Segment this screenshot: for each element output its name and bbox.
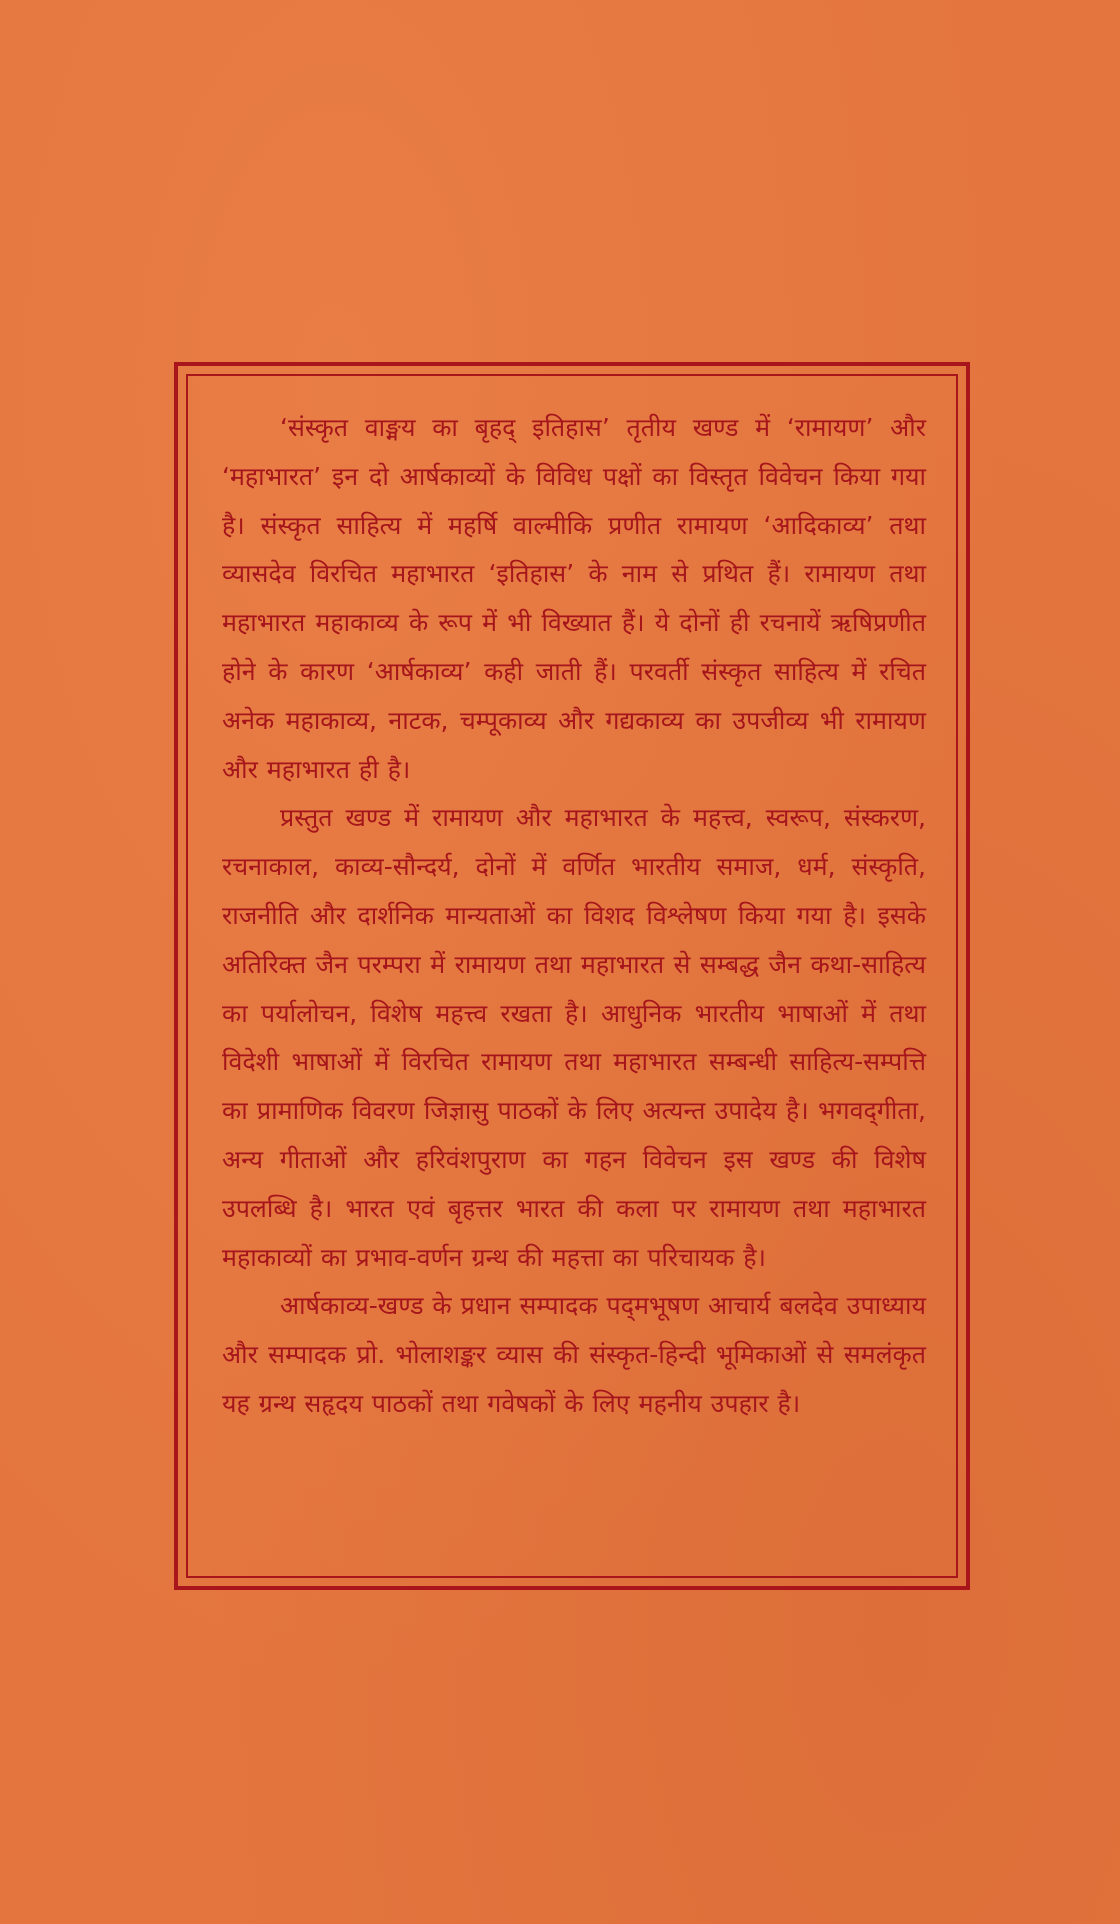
blurb-frame-outer	[174, 362, 970, 1590]
blurb-paragraph-3: आर्षकाव्य-खण्ड के प्रधान सम्पादक पद्‌मभूषण आचार्य बलदेव उपाध्याय और सम्पादक प्रो. भोलाशङ्कर व्यास की संस्कृत-हिन्दी भूमिकाओं से समलंकृत यह ग्रन्थ सहृदय पाठकों तथा गवेषकों के लिए महनीय उपहार है।	[222, 1291, 926, 1418]
blurb-paragraph-1: ‘संस्कृत वाङ्मय का बृहद् इतिहास’ तृतीय खण्ड में ‘रामायण’ और ‘महाभारत’ इन दो आर्षकाव्यों के विविध पक्षों का विस्तृत विवेचन किया गया है। संस्कृत साहित्य में महर्षि वाल्मीकि प्रणीत रामायण ‘आदिकाव्य’ तथा व्यासदेव विरचित महाभारत ‘इतिहास’ के नाम से प्रथित हैं। रामायण तथा महाभारत महाकाव्य के रूप में भी विख्यात हैं। ये दोनों ही रचनायें ऋषिप्रणीत होने के कारण ‘आर्षकाव्य’ कही जाती हैं। परवर्ती संस्कृत साहित्य में रचित अनेक महाकाव्य, नाटक, चम्पूकाव्य और गद्यकाव्य का उपजीव्य भी रामायण और महाभारत ही है।	[222, 413, 926, 784]
blurb-frame-inner	[186, 374, 958, 1578]
blurb-paragraph-2: प्रस्तुत खण्ड में रामायण और महाभारत के महत्त्व, स्वरूप, संस्करण, रचनाकाल, काव्य-सौन्दर्य, दोनों में वर्णित भारतीय समाज, धर्म, संस्कृति, राजनीति और दार्शनिक मान्यताओं का विशद विश्लेषण किया गया है। इसके अतिरिक्त जैन परम्परा में रामायण तथा महाभारत से सम्बद्ध जैन कथा-साहित्य का पर्यालोचन, विशेष महत्त्व रखता है। आधुनिक भारतीय भाषाओं में तथा विदेशी भाषाओं में विरचित रामायण तथा महाभारत सम्बन्धी साहित्य-सम्पत्ति का प्रामाणिक विवरण जिज्ञासु पाठकों के लिए अत्यन्त उपादेय है। भगवद्‌गीता, अन्य गीताओं और हरिवंशपुराण का गहन विवेचन इस खण्ड की विशेष उपलब्धि है। भारत एवं बृहत्तर भारत की कला पर रामायण तथा महाभारत महाकाव्यों का प्रभाव-वर्णन ग्रन्थ की महत्ता का परिचायक है।	[222, 803, 926, 1272]
